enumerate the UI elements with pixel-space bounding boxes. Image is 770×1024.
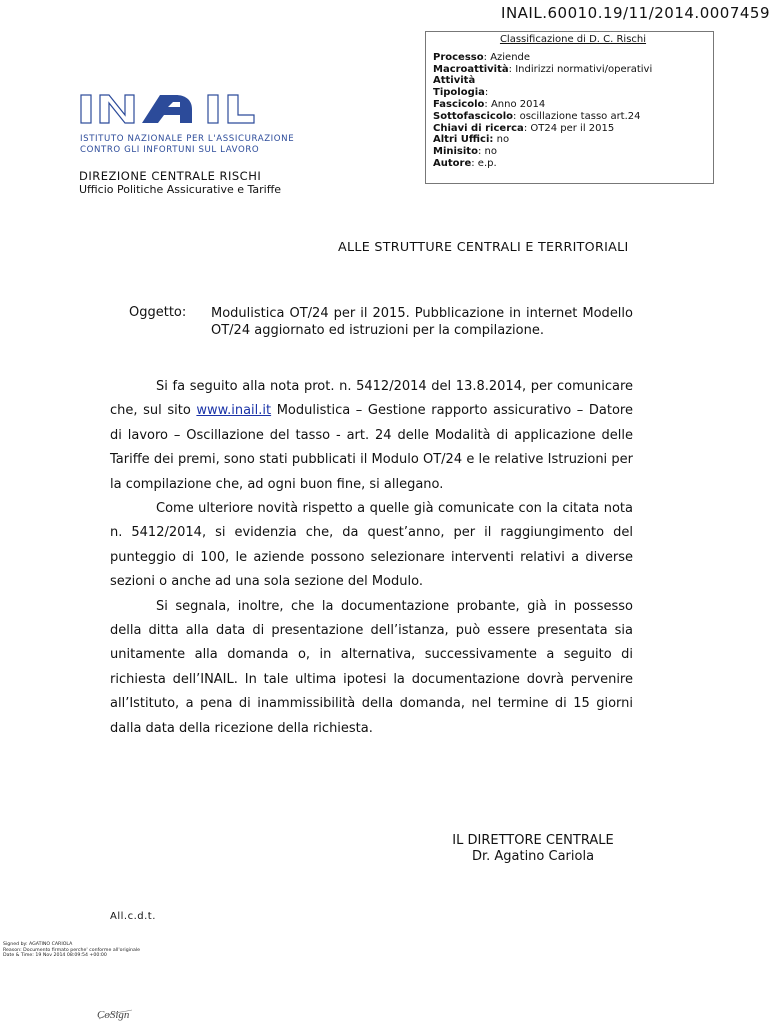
classification-value: Aziende — [490, 51, 531, 63]
classification-row — [433, 146, 713, 158]
signed-by: Signed by: AGATINO CARIOLA — [3, 942, 73, 947]
classification-rows — [433, 52, 713, 170]
attachments-note: All.c.d.t. — [110, 911, 156, 922]
classification-label: Attività — [433, 75, 476, 87]
sender-ufficio: Ufficio Politiche Assicurative e Tariffe — [79, 183, 282, 196]
classification-label: Chiavi di ricerca — [433, 122, 524, 134]
cosign-text: CoSign — [97, 1009, 130, 1021]
classification-separator: : — [484, 98, 491, 110]
logo-subtitle-line-2: CONTRO GLI INFORTUNI SUL LAVORO — [80, 145, 260, 155]
classification-row — [433, 134, 713, 146]
classification-separator: : — [471, 157, 478, 169]
classification-row — [433, 87, 713, 99]
paragraph-1-start: Si fa seguito alla nota prot. n. 5412/2014 del 13.8.2014, per comunicare che, sul sito — [110, 379, 633, 419]
signature-block — [440, 833, 626, 865]
classification-separator: : — [513, 110, 520, 122]
classification-value: no — [484, 146, 497, 158]
paragraph-1-end: Modulistica – Gestione rapporto assicurativo – Datore di lavoro – Oscillazione del tasso - art. 24 delle Modalità di applicazione delle Tariffe dei premi, sono stati pubblicati il Modulo OT/24 e le relative Istruzioni per la compilazione che, ad ogni buon fine, si allegano. — [110, 403, 633, 492]
paragraph-3: Si segnala, inoltre, che la documentazione probante, già in possesso della ditta alla data di presentazione dell’istanza, può essere presentata sia unitamente alla domanda o, in alternativa, successivamente a seguito di richiesta dell’INAIL. In tale ultima ipotesi la documentazione dovrà pervenire all’Istituto, a pena di inammissibilità della domanda, nel termine di 15 giorni dalla data della ricezione della richiesta. — [110, 598, 633, 736]
classification-label: Altri Uffici: — [433, 134, 494, 146]
classification-row — [433, 99, 713, 111]
classification-row — [433, 64, 713, 76]
classification-separator: : — [477, 146, 485, 158]
paragraph-2: Come ulteriore novità rispetto a quelle già comunicate con la citata nota n. 5412/2014, si evidenzia che, da quest’anno, per il raggiungimento del punteggio di 100, le aziende possono selezionare interventi relativi a diverse sezioni o anche ad una sola sezione del Modulo. — [110, 501, 633, 590]
classification-label: Macroattività — [433, 63, 509, 75]
classification-title: Classificazione di D. C. Rischi — [499, 34, 647, 45]
classification-value: Indirizzi normativi/operativi — [515, 63, 653, 75]
letter-body — [110, 375, 633, 741]
classification-label: Minisito — [433, 146, 478, 158]
classification-value: e.p. — [477, 157, 497, 169]
signature-title: IL DIRETTORE CENTRALE — [452, 833, 614, 848]
classification-row — [433, 111, 713, 123]
classification-separator: : — [484, 87, 489, 99]
classification-row — [433, 75, 713, 87]
inail-logo — [80, 93, 255, 125]
cosign-logo — [96, 1004, 136, 1022]
classification-value: oscillazione tasso art.24 — [519, 110, 641, 122]
classification-separator: : — [523, 122, 531, 134]
classification-value: Anno 2014 — [490, 98, 546, 110]
classification-value: no — [496, 134, 510, 146]
signature-datetime: Date & Time: 19 Nov 2014 08:09:54 +00:00 — [3, 953, 107, 959]
logo-subtitle-line-1: ISTITUTO NAZIONALE PER L'ASSICURAZIONE — [80, 134, 295, 144]
logo-subtitle — [80, 134, 294, 156]
subject-label: Oggetto: — [129, 305, 187, 320]
classification-label: Processo — [433, 51, 484, 63]
recipient-line: ALLE STRUTTURE CENTRALI E TERRITORIALI — [338, 239, 629, 254]
signature-reason: Reason: Documento firmato perche' conforme all'originale — [3, 947, 141, 953]
classification-row — [433, 52, 713, 64]
subject-text: Modulistica OT/24 per il 2015. Pubblicazione in internet Modello OT/24 aggiornato ed istruzioni per la compilazione. — [211, 306, 633, 338]
classification-label: Fascicolo — [433, 98, 485, 110]
classification-separator: : — [508, 63, 516, 75]
digital-signature-info — [3, 942, 140, 959]
classification-separator: : — [483, 51, 491, 63]
classification-label: Sottofascicolo — [433, 110, 514, 122]
classification-box — [425, 31, 714, 184]
protocol-number: INAIL.60010.19/11/2014.0007459 — [501, 4, 770, 22]
signature-name: Dr. Agatino Cariola — [471, 849, 595, 864]
classification-row — [433, 158, 713, 170]
classification-value: OT24 per il 2015 — [530, 122, 615, 134]
classification-row — [433, 123, 713, 135]
classification-label: Autore — [433, 157, 472, 169]
paragraph-1 — [110, 375, 633, 497]
classification-label: Tipologia — [433, 87, 485, 99]
website-link[interactable]: www.inail.it — [196, 403, 272, 419]
sender-direzione: DIREZIONE CENTRALE RISCHI — [79, 169, 262, 183]
